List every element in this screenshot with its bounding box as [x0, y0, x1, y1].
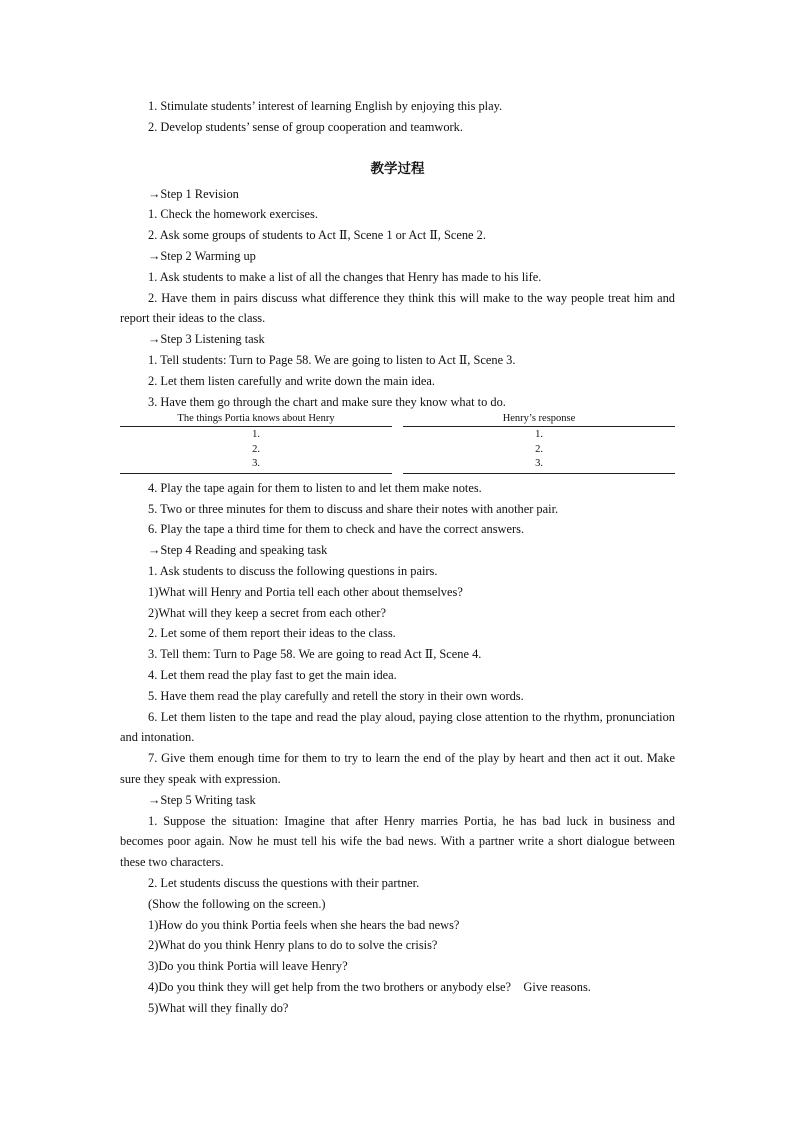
step1-title: →Step 1 Revision [148, 186, 239, 201]
step4-item: 2. Let some of them report their ideas to the class. [148, 626, 396, 641]
step4-item: 5. Have them read the play carefully and retell the story in their own words. [148, 688, 524, 703]
step5-item: (Show the following on the screen.) [148, 896, 326, 911]
step4-item: 2)What will they keep a secret from each other? [148, 605, 387, 620]
step5-item: 2. Let students discuss the questions with their partner. [148, 876, 420, 890]
step4-item: 1)What will Henry and Portia tell each other about themselves? [148, 584, 463, 599]
step2-item: 2. Have them in pairs discuss what difference they think this will make to the way people treat him and report their ideas to the class. [120, 290, 675, 326]
table-cell: 1. [535, 429, 543, 441]
step5-item: 1)How do you think Portia feels when she hears the bad news? [148, 917, 460, 932]
step3-item: 1. Tell students: Turn to Page 58. We are going to listen to Act Ⅱ, Scene 3. [148, 352, 516, 367]
table-body-right [403, 426, 675, 474]
document-page [120, 96, 675, 1019]
section-title: 教学过程 [370, 160, 425, 176]
step5-item: 5)What will they finally do? [148, 1000, 289, 1015]
step5-item: 3)Do you think Portia will leave Henry? [148, 959, 348, 974]
table-cell: 2. [252, 443, 260, 455]
step3-item: 4. Play the tape again for them to listen to and let them make notes. [148, 480, 482, 495]
table-header-right: Henry’s response [502, 413, 576, 425]
step2-item: 1. Ask students to make a list of all the changes that Henry has made to his life. [148, 269, 542, 284]
table-column-right [403, 412, 675, 474]
table-header-left: The things Portia knows about Henry [177, 413, 335, 425]
step4-item: 1. Ask students to discuss the following questions in pairs. [148, 564, 438, 579]
step1-item: 2. Ask some groups of students to Act Ⅱ, Scene 1 or Act Ⅱ, Scene 2. [148, 228, 486, 243]
table-column-left [120, 412, 392, 474]
step3-item: 3. Have them go through the chart and make sure they know what to do. [148, 394, 506, 409]
step2-title: →Step 2 Warming up [148, 248, 256, 263]
step4-item: 7. Give them enough time for them to try to learn the end of the play by heart and then act it out. Make sure they speak with expression. [120, 751, 675, 787]
step1-item: 1. Check the homework exercises. [148, 207, 318, 222]
step4-item: 4. Let them read the play fast to get the main idea. [148, 668, 397, 683]
step5-item: 1. Suppose the situation: Imagine that after Henry marries Portia, he has bad luck in business and becomes poor again. Now he must tell his wife the bad news. With a partner write a short dialogue between these two characters. [120, 813, 675, 870]
step3-item: 2. Let them listen carefully and write down the main idea. [148, 373, 435, 388]
chart-table [120, 412, 675, 474]
step4-title: →Step 4 Reading and speaking task [148, 543, 328, 558]
objective-1: 1. Stimulate students’ interest of learning English by enjoying this play. [148, 99, 503, 113]
step3-title: →Step 3 Listening task [148, 332, 265, 347]
objective-2: 2. Develop students’ sense of group cooperation and teamwork. [148, 119, 463, 134]
step5-item: 2)What do you think Henry plans to do to solve the crisis? [148, 938, 438, 953]
table-cell: 1. [252, 429, 260, 441]
table-body-left [120, 426, 392, 474]
table-cell: 3. [535, 458, 543, 470]
step5-item: 4)Do you think they will get help from the two brothers or anybody else? Give reasons. [148, 979, 591, 994]
step5-title: →Step 5 Writing task [148, 792, 256, 807]
step4-item: 6. Let them listen to the tape and read the play aloud, paying close attention to the rhythm, pronunciation and intonation. [120, 709, 675, 745]
step3-item: 6. Play the tape a third time for them to check and have the correct answers. [148, 522, 525, 537]
table-cell: 3. [252, 458, 260, 470]
step4-item: 3. Tell them: Turn to Page 58. We are going to read Act Ⅱ, Scene 4. [148, 647, 482, 662]
table-cell: 2. [535, 443, 543, 455]
step3-item: 5. Two or three minutes for them to discuss and share their notes with another pair. [148, 501, 559, 516]
